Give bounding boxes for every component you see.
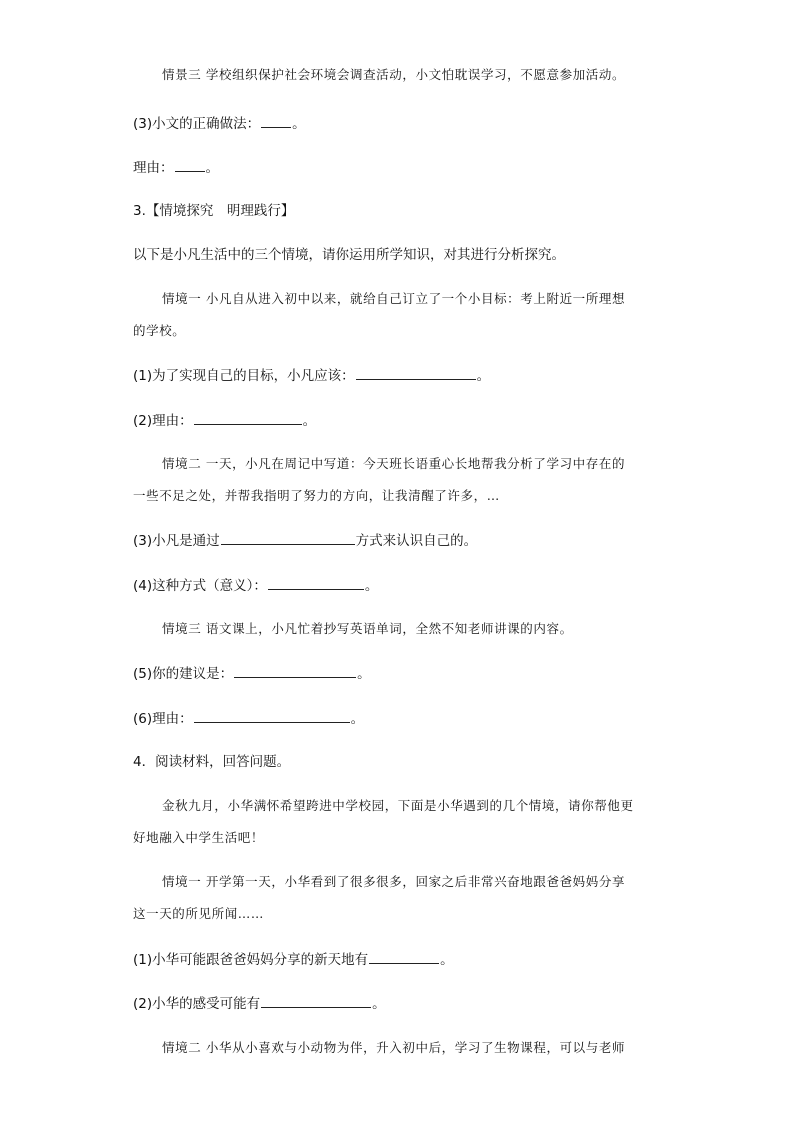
- question-text: (2)小华的感受可能有: [133, 996, 261, 1012]
- question-1-line: [133, 366, 490, 385]
- answer-blank[interactable]: [268, 576, 364, 590]
- question-text: (1)小华可能跟爸爸妈妈分享的新天地有: [133, 952, 369, 968]
- question-text: (1)为了实现自己的目标，小凡应该：: [133, 368, 355, 384]
- question-5-line: [133, 664, 371, 683]
- question-4-line: [133, 576, 378, 595]
- question-end: 。: [205, 160, 219, 176]
- situation-one-text: 情境一 小凡自从进入初中以来，就给自己订立了一个小目标：考上附近一所理想: [162, 291, 626, 306]
- question-2-line: [133, 411, 316, 430]
- question-end: 。: [350, 711, 365, 727]
- question-6-line: [133, 709, 364, 728]
- section-3-heading: 3.【情境探究 明理践行】: [133, 203, 295, 219]
- question-end: 。: [440, 952, 454, 968]
- question-text: (4)这种方式（意义）：: [133, 578, 267, 594]
- material-text-cont: 好地融入中学生活吧！: [133, 830, 265, 845]
- question-3-line: [133, 531, 477, 550]
- answer-blank[interactable]: [221, 531, 355, 545]
- question-text: (5)你的建议是：: [133, 666, 234, 682]
- situation-one-text-4-cont: 这一天的所见所闻……: [133, 906, 265, 921]
- answer-blank[interactable]: [194, 709, 350, 723]
- answer-blank[interactable]: [261, 114, 291, 128]
- question-text: 理由：: [133, 160, 174, 176]
- question-end: 方式来认识自己的。: [355, 533, 478, 549]
- situation-two-text: 情境二 一天，小凡在周记中写道：今天班长语重心长地帮我分析了学习中存在的: [162, 456, 626, 471]
- reason-line: [133, 158, 219, 177]
- question-end: 。: [292, 116, 306, 132]
- question-end: 。: [357, 666, 371, 682]
- question-text: (6)理由：: [133, 711, 193, 727]
- answer-blank[interactable]: [194, 411, 302, 425]
- section-4-heading: 4．阅读材料，回答问题。: [133, 754, 291, 770]
- question-text: (3)小凡是通过: [133, 533, 220, 549]
- question-4-1-line: [133, 950, 454, 969]
- situation-one-text-4: 情境一 开学第一天，小华看到了很多很多，回家之后非常兴奋地跟爸爸妈妈分享: [162, 874, 626, 889]
- situation-two-text-cont: 一些不足之处，并帮我指明了努力的方向，让我清醒了许多，…: [133, 488, 500, 503]
- question-end: 。: [364, 578, 379, 594]
- material-text: 金秋九月，小华满怀希望跨进中学校园，下面是小华遇到的几个情境，请你帮他更: [162, 798, 634, 813]
- answer-blank[interactable]: [234, 664, 356, 678]
- question-end: 。: [372, 996, 386, 1012]
- scenario-three-text: 情景三 学校组织保护社会环境会调查活动，小文怕耽误学习，不愿意参加活动。: [162, 67, 626, 82]
- question-text: (2)理由：: [133, 413, 193, 429]
- question-end: 。: [302, 413, 317, 429]
- question-end: 。: [476, 368, 491, 384]
- question-3-correct-approach: [133, 114, 306, 133]
- answer-blank[interactable]: [356, 366, 476, 380]
- section-3-intro: 以下是小凡生活中的三个情境，请你运用所学知识，对其进行分析探究。: [133, 247, 565, 263]
- question-4-2-line: [133, 994, 386, 1013]
- situation-two-text-4: 情境二 小华从小喜欢与小动物为伴，升入初中后，学习了生物课程，可以与老师: [162, 1040, 626, 1055]
- answer-blank[interactable]: [261, 994, 371, 1008]
- answer-blank[interactable]: [175, 158, 205, 172]
- question-text: (3)小文的正确做法：: [133, 116, 261, 132]
- answer-blank[interactable]: [369, 950, 439, 964]
- situation-one-text-cont: 的学校。: [133, 323, 186, 338]
- situation-three-text: 情境三 语文课上，小凡忙着抄写英语单词，全然不知老师讲课的内容。: [162, 621, 573, 636]
